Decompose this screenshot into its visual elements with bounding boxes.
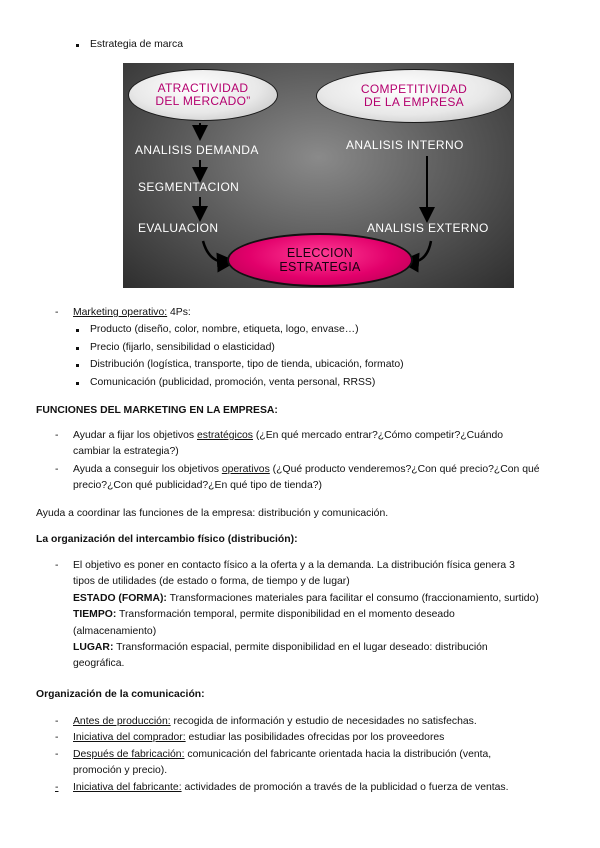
square-bullet-icon — [76, 44, 79, 47]
heading-intercambio: La organización del intercambio físico (distribución): — [36, 534, 298, 545]
estado-label: ESTADO (FORMA): — [73, 592, 167, 604]
heading-comunicacion: Organización de la comunicación: — [36, 689, 205, 700]
fourp-distribucion: Distribución (logística, transporte, tipo de tienda, ubicación, formato) — [90, 359, 404, 371]
list-item — [55, 714, 575, 730]
funciones-item-2-pre: Ayuda a conseguir los objetivos — [73, 464, 222, 475]
list-item — [55, 780, 575, 796]
oval-center-line1: ELECCION — [286, 245, 354, 260]
square-bullet-icon — [76, 329, 79, 332]
tiempo-line2: (almacenamiento) — [73, 625, 157, 637]
heading-funciones: FUNCIONES DEL MARKETING EN LA EMPRESA: — [36, 405, 278, 416]
tiempo-label: TIEMPO: — [73, 609, 117, 621]
intercambio-line1: El objetivo es poner en contacto físico a la oferta y a la demanda. La distribución física genera 3 — [73, 560, 515, 571]
oval-left-line1: ATRACTIVIDAD — [157, 81, 249, 95]
intercambio-line2: tipos de utilidades (de estado o forma, de tiempo y de lugar) — [73, 576, 350, 588]
label-analisis-interno: ANALISIS INTERNO — [346, 138, 464, 152]
list-item — [55, 747, 575, 780]
list-dash: - — [55, 732, 59, 744]
funciones-item-2-line2: precio?¿Con qué publicidad?¿En qué tipo de tienda?) — [73, 480, 322, 492]
marketing-operativo-label: Marketing operativo: — [73, 307, 168, 318]
funciones-item-1-line2: cambiar la estrategia?) — [73, 446, 179, 458]
list-dash: - — [55, 748, 59, 760]
square-bullet-icon — [76, 382, 79, 385]
funciones-item-1-underline: estratégicos — [196, 430, 254, 441]
oval-right-line2: DE LA EMPRESA — [364, 95, 464, 109]
funciones-paragraph: Ayuda a coordinar las funciones de la empresa: distribución y comunicación. — [36, 508, 389, 519]
list-dash: - — [55, 464, 59, 475]
list-dash: - — [55, 560, 59, 571]
list-dash: - — [55, 307, 59, 318]
oval-eleccion-estrategia — [227, 233, 413, 287]
lugar-label: LUGAR: — [73, 642, 114, 654]
label-analisis-demanda: ANALISIS DEMANDA — [135, 143, 259, 157]
marketing-operativo-suffix: 4Ps: — [167, 307, 191, 318]
fourp-comunicacion: Comunicación (publicidad, promoción, venta personal, RRSS) — [90, 376, 376, 388]
label-analisis-externo: ANALISIS EXTERNO — [367, 221, 489, 235]
list-item — [55, 730, 575, 746]
comunicacion-item-4-label: Iniciativa del fabricante: — [73, 781, 182, 793]
comunicacion-item-3-text: comunicación del fabricante orientada hacia la distribución (venta, — [184, 748, 492, 760]
square-bullet-icon — [76, 364, 79, 367]
funciones-item-1-pre: Ayudar a fijar los objetivos — [73, 430, 197, 441]
comunicacion-list — [55, 714, 575, 796]
estado-text: Transformaciones materiales para facilitar el consumo (fraccionamiento, surtido) — [166, 592, 539, 604]
funciones-item-1-post: (¿En qué mercado entrar?¿Cómo competir?¿Cuándo — [253, 430, 504, 441]
comunicacion-item-2-text: estudiar las posibilidades ofrecidas por los proveedores — [185, 732, 445, 744]
lugar-text: Transformación espacial, permite disponibilidad en el lugar deseado: distribución — [113, 642, 488, 654]
comunicacion-item-3-label: Después de fabricación: — [73, 748, 185, 760]
funciones-item-2-underline: operativos — [221, 464, 270, 475]
strategy-diagram — [123, 63, 514, 288]
lugar-line2: geográfica. — [73, 658, 125, 670]
fourp-producto: Producto (diseño, color, nombre, etiqueta, logo, envase…) — [90, 324, 359, 335]
comunicacion-item-2-label: Iniciativa del comprador: — [73, 732, 186, 744]
list-dash: - — [55, 430, 59, 441]
comunicacion-item-4-text: actividades de promoción a través de la publicidad o fuerza de ventas. — [181, 781, 509, 793]
oval-atractividad — [128, 69, 278, 121]
list-dash: - — [55, 716, 59, 727]
arrow-5 — [203, 241, 227, 262]
funciones-item-2-post: (¿Qué producto venderemos?¿Con qué precio?¿Con qué — [269, 464, 540, 475]
label-evaluacion: EVALUACION — [138, 221, 219, 235]
comunicacion-item-1-text: recogida de información y estudio de necesidades no satisfechas. — [170, 716, 477, 727]
tiempo-text: Transformación temporal, permite disponibilidad en el momento deseado — [116, 609, 455, 621]
oval-competitividad — [316, 69, 512, 123]
comunicacion-item-3-line2: promoción y precio). — [73, 765, 168, 777]
square-bullet-icon — [76, 347, 79, 350]
bullet-text: Estrategia de marca — [90, 39, 183, 50]
oval-left-line2: DEL MERCADO” — [155, 94, 251, 108]
comunicacion-item-1-label: Antes de producción: — [73, 716, 171, 727]
oval-right-line1: COMPETITIVIDAD — [360, 82, 468, 96]
oval-center-line2: ESTRATEGIA — [279, 260, 361, 274]
list-dash: - — [55, 781, 59, 793]
fourp-precio: Precio (fijarlo, sensibilidad o elasticidad) — [90, 341, 275, 353]
label-segmentacion: SEGMENTACION — [138, 180, 240, 194]
